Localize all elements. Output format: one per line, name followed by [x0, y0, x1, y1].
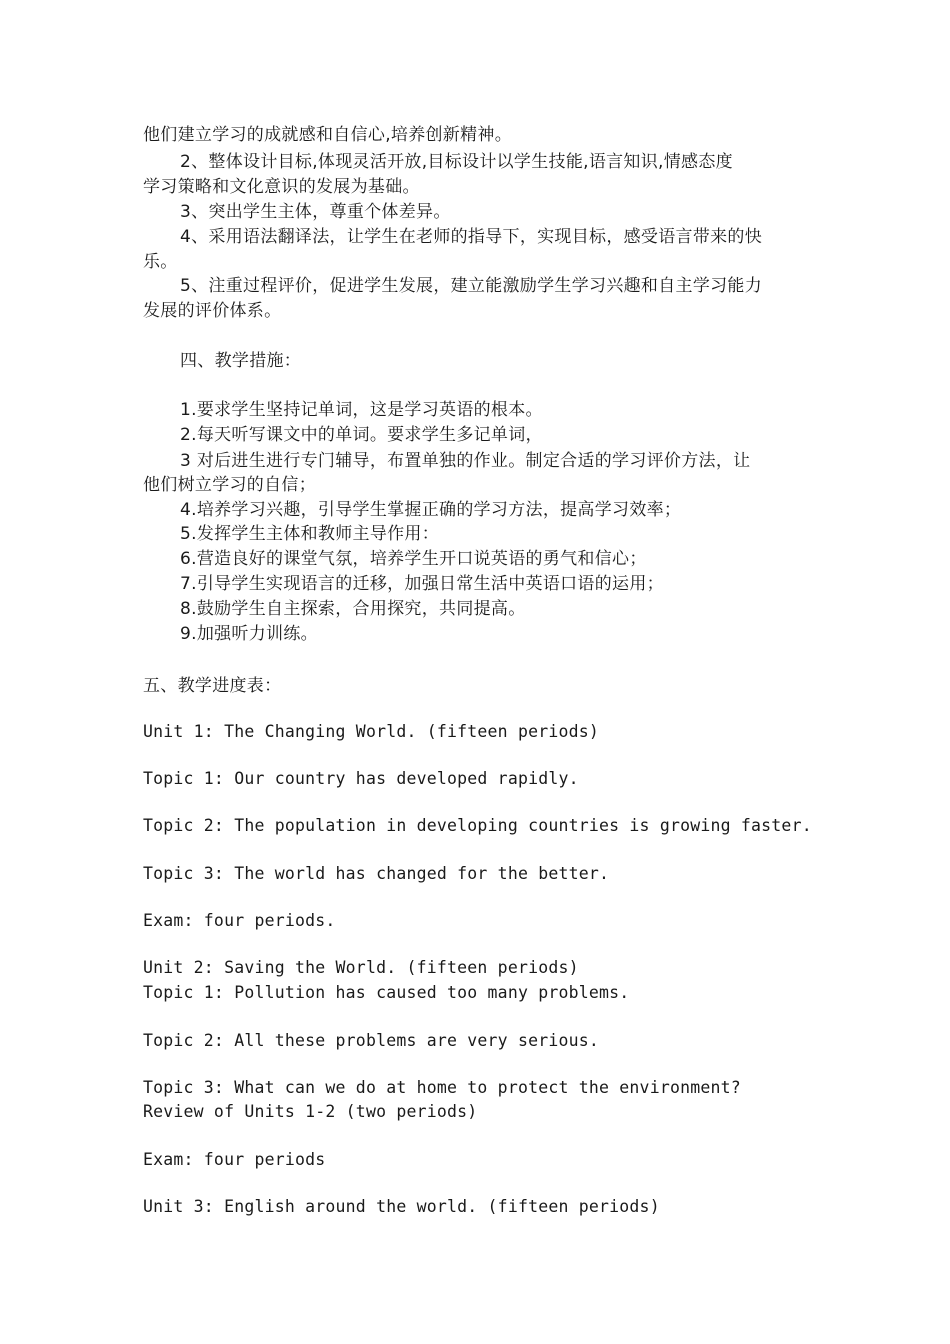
- principle-4-line2: 乐。: [143, 252, 178, 272]
- principle-2-line2: 学习策略和文化意识的发展为基础。: [143, 177, 420, 197]
- measure-item-4: 4.培养学习兴趣，引导学生掌握正确的学习方法，提高学习效率；: [180, 500, 682, 520]
- schedule-topic: Topic 1: Our country has developed rapidly.: [143, 769, 579, 788]
- schedule-topic: Topic 2: All these problems are very serious.: [143, 1031, 600, 1050]
- schedule-unit-3: Unit 3: English around the world. (fifteen periods): [143, 1197, 660, 1216]
- schedule-topic: Topic 2: The population in developing countries is growing faster.: [143, 816, 812, 835]
- measure-item-2: 2.每天听写课文中的单词。要求学生多记单词，: [180, 425, 543, 445]
- measure-item-3-line1: 3 对后进生进行专门辅导，布置单独的作业。制定合适的学习评价方法，让: [180, 451, 751, 471]
- schedule-exam: Exam: four periods: [143, 1150, 326, 1169]
- measure-item-1: 1.要求学生坚持记单词，这是学习英语的根本。: [180, 400, 543, 420]
- section-heading-schedule: 五、教学进度表：: [143, 676, 282, 696]
- principle-3-line1: 3、突出学生主体，尊重个体差异。: [180, 202, 451, 222]
- measure-item-6: 6.营造良好的课堂气氛，培养学生开口说英语的勇气和信心；: [180, 549, 647, 569]
- schedule-unit-1: Unit 1: The Changing World. (fifteen periods): [143, 722, 600, 741]
- section-heading-measures: 四、教学措施：: [180, 351, 302, 371]
- measure-item-3-line2: 他们树立学习的自信；: [143, 475, 316, 495]
- schedule-exam: Exam: four periods.: [143, 911, 336, 930]
- schedule-unit-2: Unit 2: Saving the World. (fifteen periods): [143, 958, 579, 977]
- paragraph-line: 他们建立学习的成就感和自信心,培养创新精神。: [143, 125, 513, 145]
- measure-item-5: 5.发挥学生主体和教师主导作用：: [180, 524, 440, 544]
- principle-4-line1: 4、采用语法翻译法，让学生在老师的指导下，实现目标，感受语言带来的快: [180, 227, 763, 247]
- schedule-topic: Topic 1: Pollution has caused too many problems.: [143, 983, 630, 1002]
- measure-item-7: 7.引导学生实现语言的迁移，加强日常生活中英语口语的运用；: [180, 574, 664, 594]
- measure-item-8: 8.鼓励学生自主探索，合用探究，共同提高。: [180, 599, 526, 619]
- schedule-review: Review of Units 1-2 (two periods): [143, 1102, 478, 1121]
- measure-item-9: 9.加强听力训练。: [180, 624, 318, 644]
- principle-5-line1: 5、注重过程评价，促进学生发展，建立能激励学生学习兴趣和自主学习能力: [180, 276, 763, 296]
- schedule-topic: Topic 3: The world has changed for the better.: [143, 864, 610, 883]
- principle-2-line1: 2、整体设计目标,体现灵活开放,目标设计以学生技能,语言知识,情感态度: [180, 152, 733, 172]
- principle-5-line2: 发展的评价体系。: [143, 301, 282, 321]
- schedule-topic: Topic 3: What can we do at home to protect the environment?: [143, 1078, 741, 1097]
